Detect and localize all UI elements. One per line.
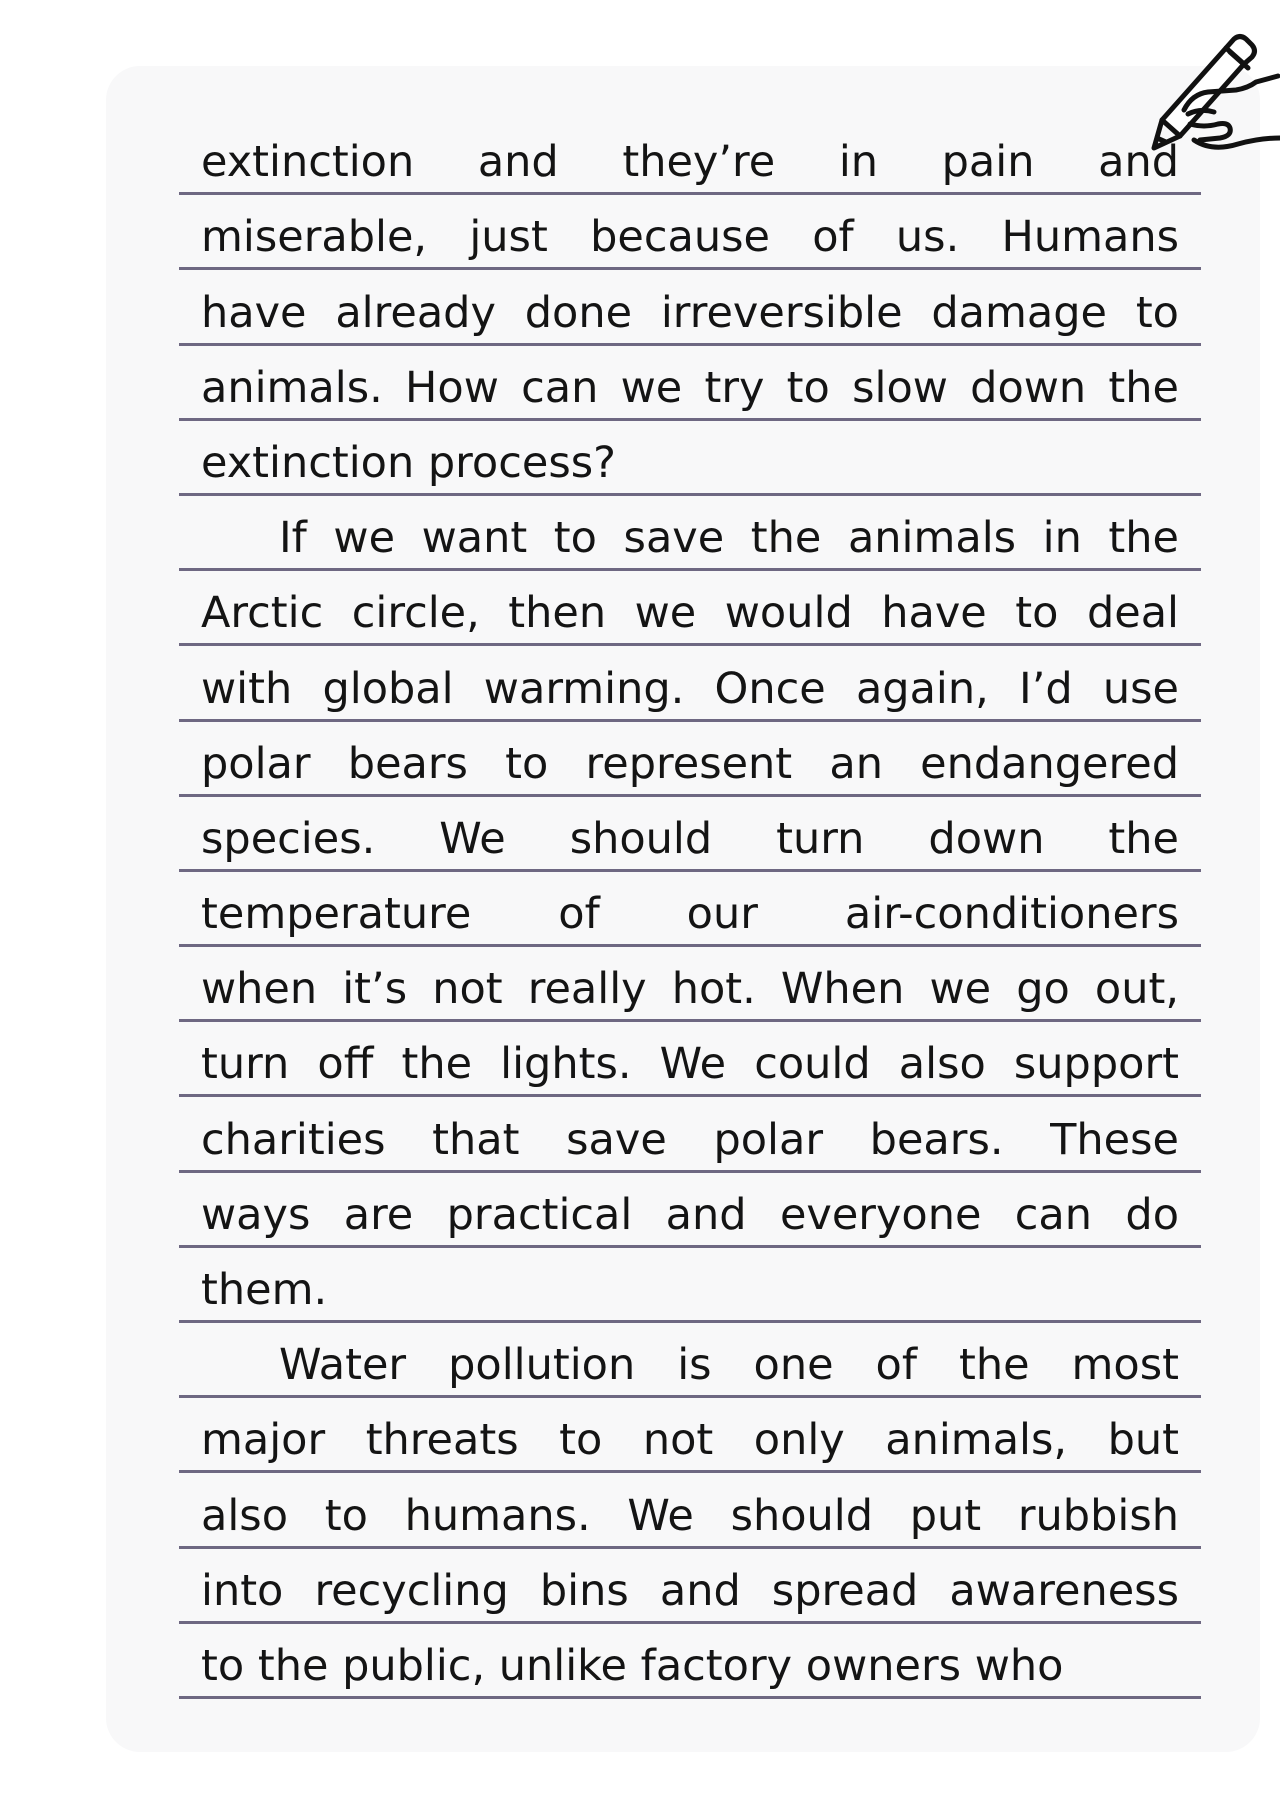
ruled-line [179,571,1201,646]
handwritten-line-text: extinction and they’re in pain and [201,137,1179,188]
ruled-line [179,496,1201,571]
ruled-line [179,1549,1201,1624]
ruled-line [179,421,1201,496]
handwritten-line-text: polar bears to represent an endangered [201,738,1179,789]
ruled-line [179,270,1201,345]
handwritten-line-text: to the public, unlike factory owners who [201,1640,1064,1691]
handwritten-line-text: Water pollution is one of the most [279,1340,1179,1391]
handwritten-line-text: temperature of our air-conditioners [201,889,1179,940]
ruled-line [179,1624,1201,1699]
handwritten-line-text: them. [201,1265,328,1315]
ruled-line [179,1473,1201,1548]
ruled-line [179,872,1201,947]
ruled-line [179,722,1201,797]
handwritten-line-text: If we want to save the animals in the [279,513,1179,564]
handwritten-line-text: miserable, just because of us. Humans [201,212,1179,263]
handwritten-line-text: with global warming. Once again, I’d use [201,663,1179,714]
ruled-line [179,120,1201,195]
ruled-line [179,1022,1201,1097]
handwritten-line-text: have already done irreversible damage to [201,287,1179,338]
ruled-line [179,646,1201,721]
handwritten-line-text: into recycling bins and spread awareness [201,1565,1179,1616]
handwritten-line-text: ways are practical and everyone can do [201,1189,1179,1240]
handwritten-line-text: charities that save polar bears. These [201,1114,1179,1165]
handwritten-line-text: animals. How can we try to slow down the [201,362,1179,413]
ruled-line [179,195,1201,270]
handwritten-line-text: Arctic circle, then we would have to deal [201,588,1179,639]
ruled-line [179,797,1201,872]
ruled-line [179,1398,1201,1473]
ruled-line [179,1248,1201,1323]
ruled-line [179,1173,1201,1248]
handwritten-line-text: major threats to not only animals, but [201,1415,1179,1466]
ruled-line [179,947,1201,1022]
ruled-line [179,1323,1201,1398]
ruled-line [179,1097,1201,1172]
pencil-in-hand-icon [1128,28,1280,158]
handwritten-line-text: extinction process? [201,437,616,488]
ruled-line [179,346,1201,421]
ruled-lines [179,120,1201,1699]
handwritten-line-text: when it’s not really hot. When we go out, [201,964,1179,1015]
handwritten-line-text: also to humans. We should put rubbish [201,1490,1179,1541]
handwritten-line-text: species. We should turn down the [201,813,1179,864]
handwritten-line-text: turn off the lights. We could also support [201,1039,1179,1090]
